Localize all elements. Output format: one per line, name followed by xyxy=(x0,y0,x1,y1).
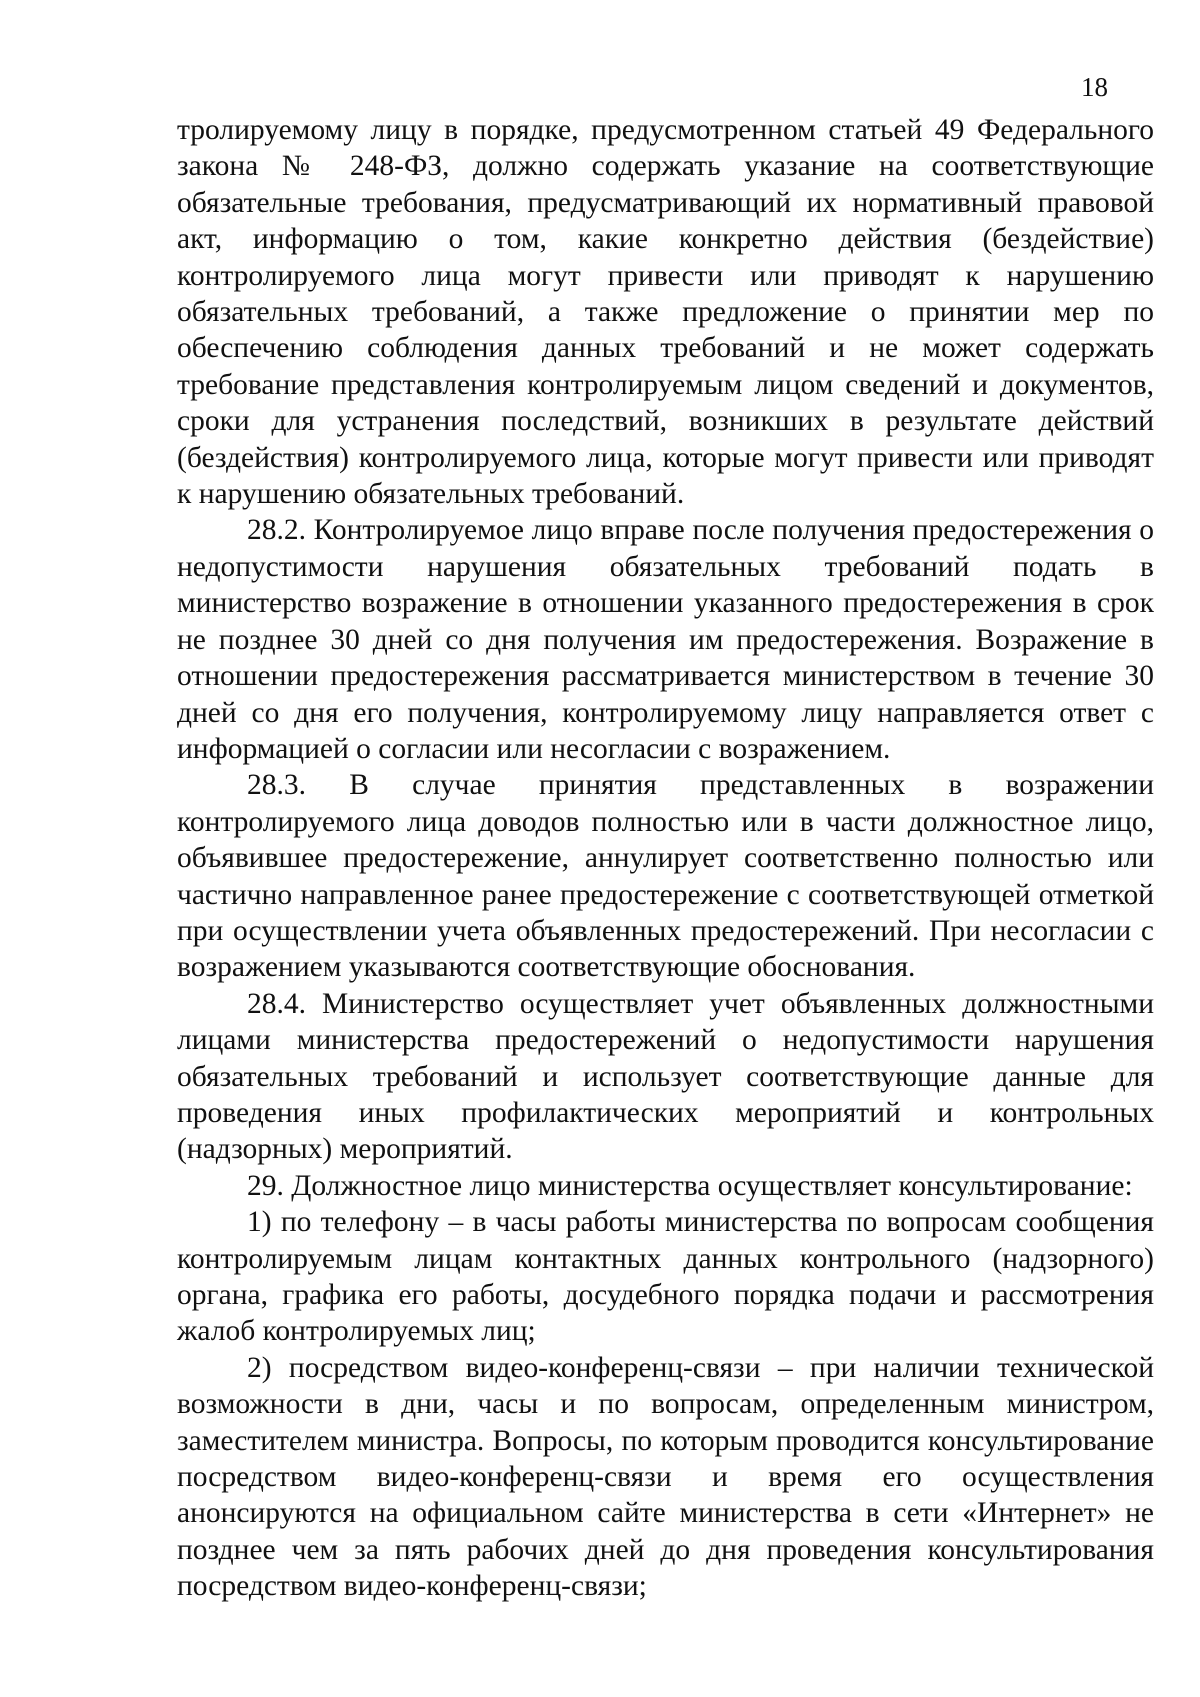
paragraph-28-3: 28.3. В случае принятия представленных в возражении контролируемого лица доводов полностью или в части должностное лицо, объявившее предостережение, аннулирует соответственно полностью или частично направленное ранее предостережение с соответствующей отметкой при осуществлении учета объявленных предостережений. При несогласии с возражением указываются соответствующие обоснования. xyxy=(177,769,1154,984)
document-body xyxy=(177,112,1154,1605)
paragraph-28-4: 28.4. Министерство осуществляет учет объявленных должностными лицами министерства предостережений о недопустимости нарушения обязательных требований и использует соответствующие данные для проведения иных профилактических мероприятий и контрольных (надзорных) мероприятий. xyxy=(177,987,1154,1166)
paragraph-28-2: 28.2. Контролируемое лицо вправе после получения предостережения о недопустимости нарушения обязательных требований подать в министерство возражение в отношении указанного предостережения в срок не позднее 30 дней со дня получения им предостережения. Возражение в отношении предостережения рассматривается министерством в течение 30 дней со дня его получения, контролируемому лицу направляется ответ с информацией о согласии или несогласии с возражением. xyxy=(177,514,1154,765)
page-number: 18 xyxy=(1081,72,1108,102)
paragraph-29-item-1: 1) по телефону – в часы работы министерства по вопросам сообщения контролируемым лицам контактных данных контрольного (надзорного) органа, графика его работы, досудебного порядка подачи и рассмотрения жалоб контролируемых лиц; xyxy=(177,1206,1154,1348)
paragraph-29: 29. Должностное лицо министерства осуществляет консультирование: xyxy=(247,1169,1133,1202)
paragraph-continuation: тролируемому лицу в порядке, предусмотренном статьей 49 Федерального закона № 248-ФЗ, должно содержать указание на соответствующие обязательные требования, предусматривающий их нормативный правовой акт, информацию о том, какие конкретно действия (бездействие) контролируемого лица могут привести или приводят к нарушению обязательных требований, а также предложение о принятии мер по обеспечению соблюдения данных требований и не может содержать требование представления контролируемым лицом сведений и документов, сроки для устранения последствий, возникших в результате действий (бездействия) контролируемого лица, которые могут привести или приводят к нарушению обязательных требований. xyxy=(177,114,1154,511)
paragraph-29-item-2: 2) посредством видео-конференц-связи – при наличии технической возможности в дни, часы и по вопросам, определенным министром, заместителем министра. Вопросы, по которым проводится консультирование посредством видео-конференц-связи и время его осуществления анонсируются на официальном сайте министерства в сети «Интернет» не позднее чем за пять рабочих дней до дня проведения консультирования посредством видео-конференц-связи; xyxy=(177,1351,1154,1603)
